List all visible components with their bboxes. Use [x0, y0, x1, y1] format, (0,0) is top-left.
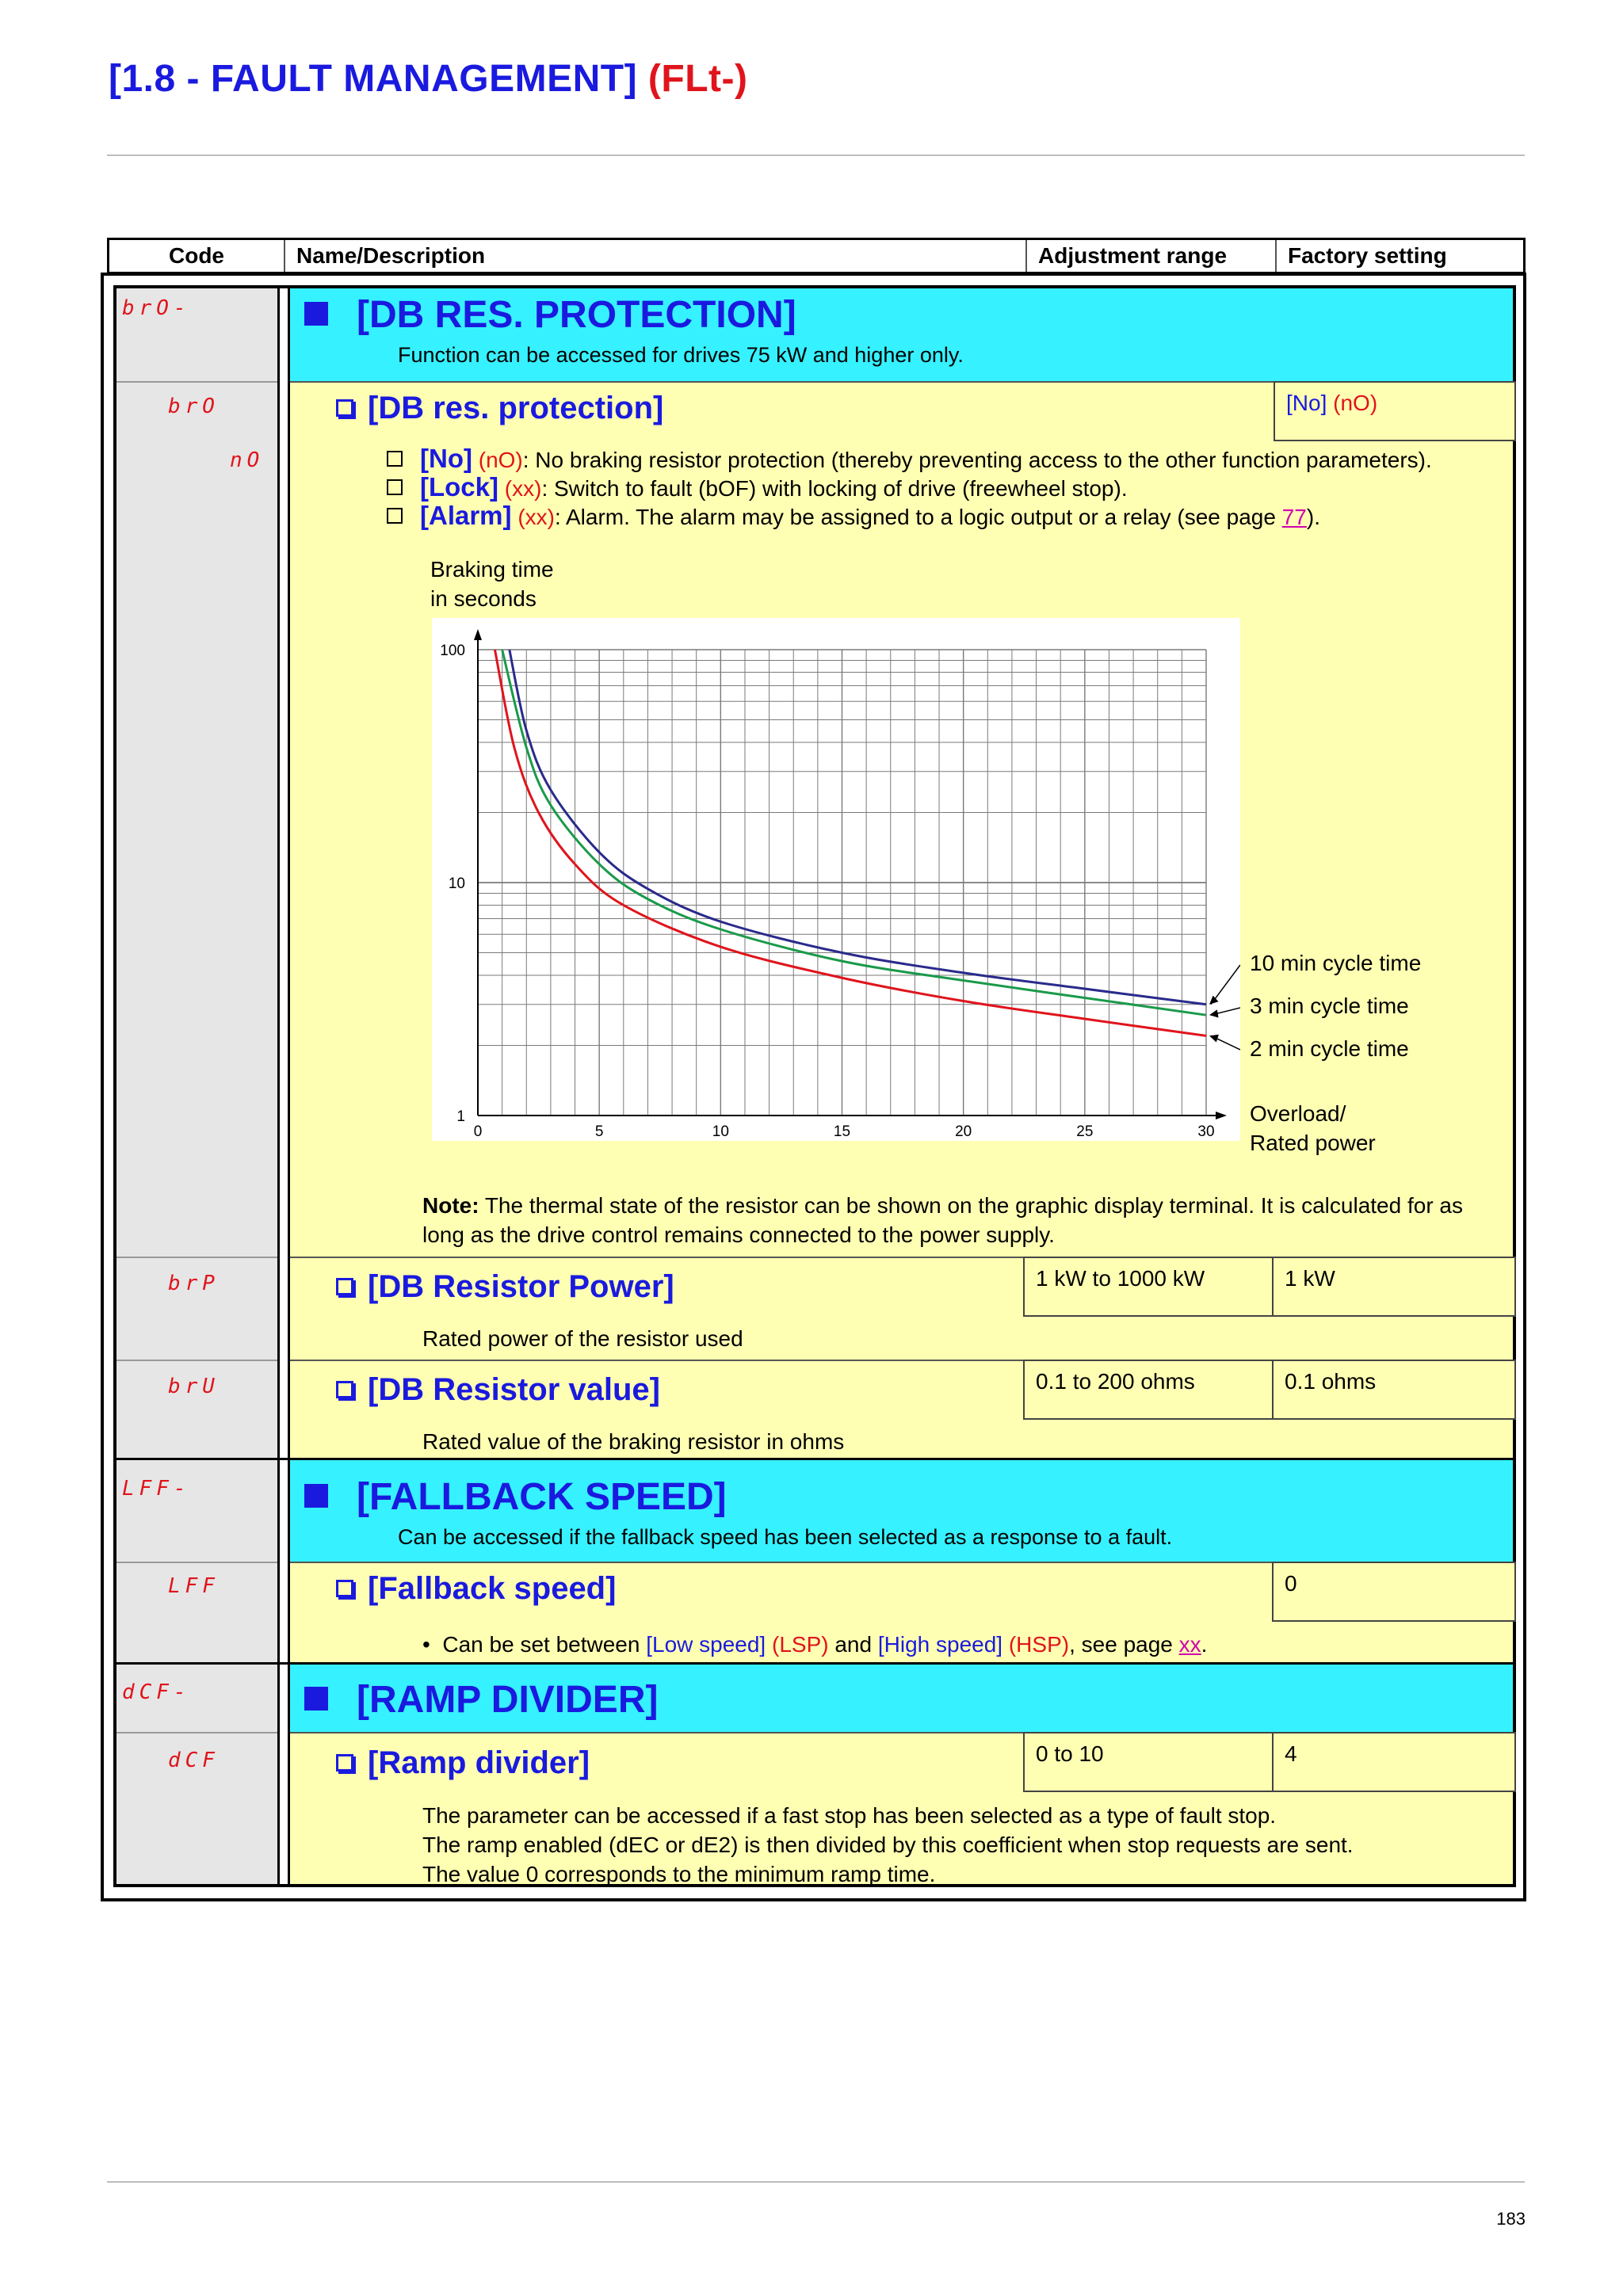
menu-code-fallback: LFF-: [122, 1477, 191, 1501]
param-code-dcf: dCF: [168, 1749, 220, 1772]
factory-fallback: 0: [1272, 1562, 1516, 1622]
menu-title-db-res: [DB RES. PROTECTION]: [304, 293, 796, 337]
checkbox-bullet-icon: [336, 1381, 353, 1398]
param-title-ramp: [Ramp divider]: [336, 1745, 590, 1781]
chart-ylabel: Braking time in seconds: [430, 557, 554, 611]
menu-desc-fallback: Can be accessed if the fallback speed has been selected as a response to a fault.: [398, 1525, 1173, 1549]
header-rule: [107, 154, 1525, 156]
param-title-db-value: [DB Resistor value]: [336, 1372, 660, 1408]
footer-rule: [107, 2181, 1525, 2183]
legend-3min: 3 min cycle time: [1250, 994, 1409, 1018]
value-code-no: nO: [230, 448, 265, 472]
code-row-divider: [113, 1562, 277, 1563]
param-title-fallback: [Fallback speed]: [336, 1571, 616, 1607]
column-divider: [277, 285, 290, 1887]
param-code-db-res: brO: [168, 395, 220, 418]
code-column: [113, 285, 277, 1887]
desc-ramp: The parameter can be accessed if a fast stop has been selected as a type of fault stop. The ramp enabled (dEC or dE2) is then divided by this coefficient when stop requests are sent. The value 0 corresponds to the minimum ramp time.: [422, 1803, 1354, 1886]
x-tick-label: 20: [955, 1123, 972, 1140]
option-bullet-icon: [387, 508, 403, 524]
checkbox-bullet-icon: [336, 399, 353, 417]
option-bullet-icon: [387, 451, 403, 467]
range-ramp: 0 to 10: [1023, 1732, 1274, 1792]
menu-title-ramp: [RAMP DIVIDER]: [304, 1678, 658, 1722]
checkbox-bullet-icon: [336, 1580, 353, 1597]
x-tick-label: 10: [712, 1123, 729, 1140]
x-tick-label: 30: [1197, 1123, 1215, 1140]
header-range: Adjustment range: [1027, 240, 1277, 272]
y-tick-label: 10: [448, 875, 465, 892]
menu-title-fallback: [FALLBACK SPEED]: [304, 1475, 727, 1519]
desc-db-value: Rated value of the braking resistor in ohms: [422, 1429, 845, 1454]
option-no: [No] (nO): No braking resistor protection (thereby preventing access to the other function parameters).: [387, 444, 1432, 474]
braking-time-chart: [432, 618, 1240, 1141]
menu-code-ramp: dCF-: [122, 1680, 191, 1704]
param-code-brp: brP: [168, 1272, 220, 1295]
x-tick-label: 0: [473, 1123, 483, 1140]
chart-xlabel: Overload/ Rated power: [1250, 1101, 1376, 1155]
square-bullet-icon: [304, 1484, 328, 1508]
legend-2min: 2 min cycle time: [1250, 1036, 1409, 1061]
section-divider: [113, 1458, 1516, 1460]
header-code: Code: [109, 240, 285, 272]
param-title-db-res: [DB res. protection]: [336, 391, 663, 426]
factory-db-power: 1 kW: [1272, 1257, 1516, 1317]
legend-10min: 10 min cycle time: [1250, 951, 1422, 975]
page-number: 183: [1496, 2209, 1526, 2229]
option-alarm: [Alarm] (xx): Alarm. The alarm may be assigned to a logic output or a relay (see page 77).: [387, 501, 1320, 531]
option-bullet-icon: [387, 479, 403, 495]
code-row-divider: [113, 1257, 277, 1258]
code-row-divider: [113, 1732, 277, 1733]
param-code-lff: LFF: [168, 1574, 220, 1598]
desc-db-power: Rated power of the resistor used: [422, 1326, 743, 1351]
menu-code-db-res: brO-: [122, 296, 191, 320]
menu-code: (FLt-): [647, 58, 748, 100]
factory-db-value: 0.1 ohms: [1272, 1360, 1516, 1420]
x-tick-label: 25: [1076, 1123, 1094, 1140]
square-bullet-icon: [304, 1687, 328, 1711]
thermal-note: Note: The thermal state of the resistor can be shown on the graphic display terminal. It is calculated for as long as the drive control remains connected to the power supply.: [422, 1193, 1463, 1247]
y-tick-label: 100: [440, 643, 465, 659]
header-factory: Factory setting: [1288, 243, 1447, 268]
header-name: Name/Description: [285, 240, 1027, 272]
square-bullet-icon: [304, 302, 328, 326]
range-db-value: 0.1 to 200 ohms: [1023, 1360, 1274, 1420]
param-code-bru: brU: [168, 1375, 220, 1398]
checkbox-bullet-icon: [336, 1278, 353, 1295]
y-tick-label: 1: [456, 1108, 465, 1125]
menu-desc-db-res: Function can be accessed for drives 75 kW and higher only.: [398, 343, 964, 367]
code-row-divider: [113, 381, 277, 383]
page-link-77[interactable]: 77: [1281, 505, 1307, 529]
chart-background: [432, 618, 1240, 1141]
param-title-db-power: [DB Resistor Power]: [336, 1269, 674, 1305]
x-tick-label: 15: [833, 1123, 851, 1140]
checkbox-bullet-icon: [336, 1754, 353, 1772]
factory-setting-db-res: [No] (nO): [1274, 381, 1516, 441]
page-link-xx[interactable]: xx: [1178, 1632, 1201, 1657]
table-header: [107, 238, 1526, 274]
chart-grid: [478, 650, 1206, 1116]
factory-ramp: 4: [1272, 1732, 1516, 1792]
x-tick-label: 5: [594, 1123, 604, 1140]
range-db-power: 1 kW to 1000 kW: [1023, 1257, 1274, 1317]
option-lock: [Lock] (xx): Switch to fault (bOF) with locking of drive (freewheel stop).: [387, 472, 1128, 502]
code-row-divider: [113, 1360, 277, 1361]
section-divider: [113, 1662, 1516, 1665]
page-title: [1.8 - FAULT MANAGEMENT] (FLt-): [109, 58, 748, 100]
fallback-range-text: • Can be set between [Low speed] (LSP) and [High speed] (HSP), see page xx.: [422, 1632, 1208, 1657]
